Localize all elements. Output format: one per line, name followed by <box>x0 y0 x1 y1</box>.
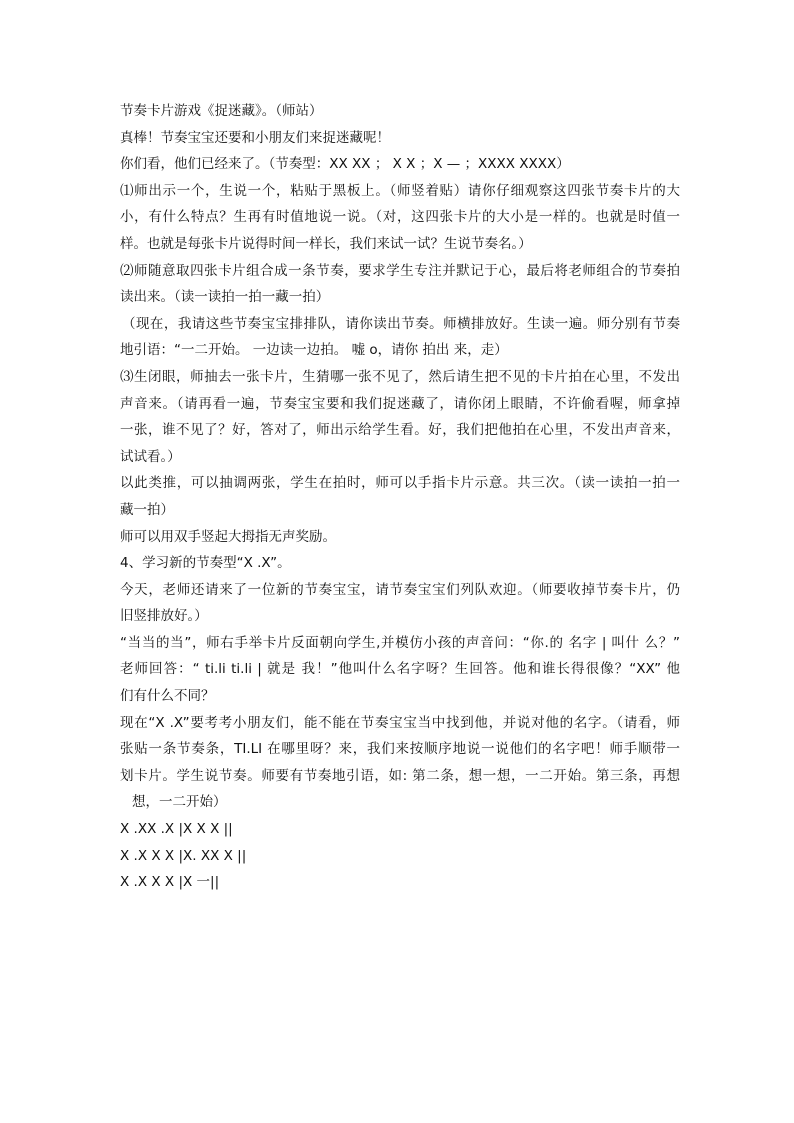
text-line: 今天，老师还请来了一位新的节奏宝宝，请节奏宝宝们列队欢迎。（师要收掉节奏卡片，仍 <box>120 581 680 598</box>
text-line: 声音来。（请再看一遍，节奏宝宝要和我们捉迷藏了，请你闭上眼睛，不许偷看喔，师拿掉 <box>120 395 680 412</box>
text-line: 4、学习新的节奏型“X .X”。 <box>120 555 291 572</box>
text-line: 想，一二开始） <box>132 794 227 811</box>
text-line: 现在“X .X”要考考小朋友们，能不能在节奏宝宝当中找到他，并说对他的名字。（请看，师 <box>120 714 680 731</box>
text-line: 小，有什么特点？生再有时值地说一说。（对，这四张卡片的大小是一样的。也就是时值一 <box>120 209 680 226</box>
document-body <box>120 98 680 896</box>
text-line: 们有什么不同？ <box>120 688 215 705</box>
text-line: 以此类推，可以抽调两张，学生在拍时，师可以手指卡片示意。共三次。（读一读拍一拍一 <box>120 475 680 492</box>
text-line: 张贴一条节奏条，TI.LI 在哪里呀？来，我们来按顺序地说一说他们的名字吧！师手顺带一 <box>120 741 680 758</box>
text-line: X .X X X |X 一|| <box>120 874 220 891</box>
text-line: 试试看。） <box>120 448 181 465</box>
text-line: 读出来。（读一读拍一拍一藏一拍） <box>120 289 330 306</box>
text-line: X .X X X |X. XX X || <box>120 847 247 864</box>
text-line: （现在，我请这些节奏宝宝排排队，请你读出节奏。师横排放好。生读一遍。师分别有节奏 <box>122 315 680 332</box>
text-line: 真棒！节奏宝宝还要和小朋友们来捉迷藏呢！ <box>120 129 390 146</box>
text-line: 师可以用双手竖起大拇指无声奖励。 <box>120 528 336 545</box>
text-line: “当当的当”，师右手举卡片反面朝向学生,并模仿小孩的声音问：“你.的 名字 | 叫什 么？” <box>120 634 680 651</box>
text-line: X .XX .X |X X X || <box>120 821 233 838</box>
text-line: 地引语：“一二开始。 一边读一边拍。 嘘 o，请你 拍出 来，走） <box>120 342 508 359</box>
text-line: ⑵师随意取四张卡片组合成一条节奏，要求学生专注并默记于心，最后将老师组合的节奏拍 <box>120 262 680 279</box>
text-line: ⑶生闭眼，师抽去一张卡片，生猜哪一张不见了，然后请生把不见的卡片拍在心里，不发出 <box>120 368 680 385</box>
text-line: 划卡片。学生说节奏。师要有节奏地引语，如: 第二条，想一想，一二开始。第三条，再想 <box>120 767 680 784</box>
text-line: 藏一拍） <box>120 501 174 518</box>
text-line: 节奏卡片游戏《捉迷藏》。（师站） <box>120 103 323 119</box>
text-line: 样。也就是每张卡片说得时间一样长，我们来试一试？生说节奏名。） <box>120 235 532 252</box>
text-line: 旧竖排放好。） <box>120 608 208 625</box>
text-line: 一张，谁不见了？好，答对了，师出示给学生看。好，我们把他拍在心里，不发出声音来， <box>120 422 680 439</box>
text-line: 老师回答：“ ti.li ti.li | 就是 我！”他叫什么名字呀？生回答。他和谁长得很像？“XX” 他 <box>120 661 680 678</box>
text-line: 你们看，他们已经来了。（节奏型：XX XX ； X X ；X — ；XXXX XXXX） <box>120 156 570 173</box>
text-line: ⑴师出示一个，生说一个，粘贴于黑板上。（师竖着贴）请你仔细观察这四张节奏卡片的大 <box>120 182 680 199</box>
